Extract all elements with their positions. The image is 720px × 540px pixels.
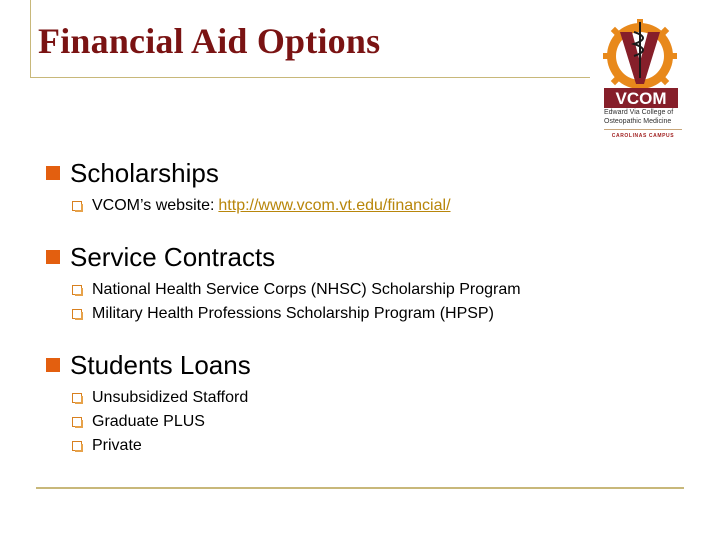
logo-line-2: Osteopathic Medicine (604, 118, 672, 125)
section-heading-text: Service Contracts (70, 242, 276, 272)
section-heading (46, 156, 646, 190)
list-item-text: Military Health Professions Scholarship Program (HPSP) (92, 305, 494, 322)
logo-campus: CAROLINAS CAMPUS (604, 129, 682, 141)
sub-list (46, 278, 646, 326)
checkbox-bullet-icon (72, 285, 82, 295)
list-item-text: VCOM’s website: (92, 197, 215, 214)
logo-letters: VCOM (615, 89, 667, 108)
list-item (72, 386, 646, 410)
checkbox-bullet-icon (72, 201, 82, 211)
list-item-text: National Health Service Corps (NHSC) Scholarship Program (92, 281, 521, 298)
list-item-text: Graduate PLUS (92, 413, 205, 430)
checkbox-bullet-icon (72, 309, 82, 319)
checkbox-bullet-icon (72, 441, 82, 451)
sub-list (46, 386, 646, 458)
section-scholarships (46, 156, 646, 218)
sub-list (46, 194, 646, 218)
logo-caption (604, 108, 682, 141)
section-student-loans (46, 348, 646, 458)
section-heading-text: Scholarships (70, 158, 219, 188)
section-service-contracts (46, 240, 646, 326)
list-item (72, 194, 646, 218)
checkbox-bullet-icon (72, 417, 82, 427)
checkbox-bullet-icon (72, 393, 82, 403)
list-item (72, 302, 646, 326)
list-item (72, 434, 646, 458)
slide-content (46, 156, 646, 480)
square-bullet-icon (46, 166, 60, 180)
square-bullet-icon (46, 358, 60, 372)
logo-line-1: Edward Via College of (604, 109, 674, 116)
footer-rule (36, 487, 684, 489)
title-underline-rule (30, 77, 590, 78)
list-item-text: Unsubsidized Stafford (92, 389, 249, 406)
list-item (72, 278, 646, 302)
section-heading-text: Students Loans (70, 350, 251, 380)
list-item (72, 410, 646, 434)
slide-title: Financial Aid Options (38, 21, 381, 61)
list-item-text: Private (92, 437, 142, 454)
square-bullet-icon (46, 250, 60, 264)
left-accent-rule (30, 0, 31, 78)
section-heading (46, 240, 646, 274)
section-heading (46, 348, 646, 382)
vcom-financial-link[interactable]: http://www.vcom.vt.edu/financial/ (218, 197, 451, 214)
